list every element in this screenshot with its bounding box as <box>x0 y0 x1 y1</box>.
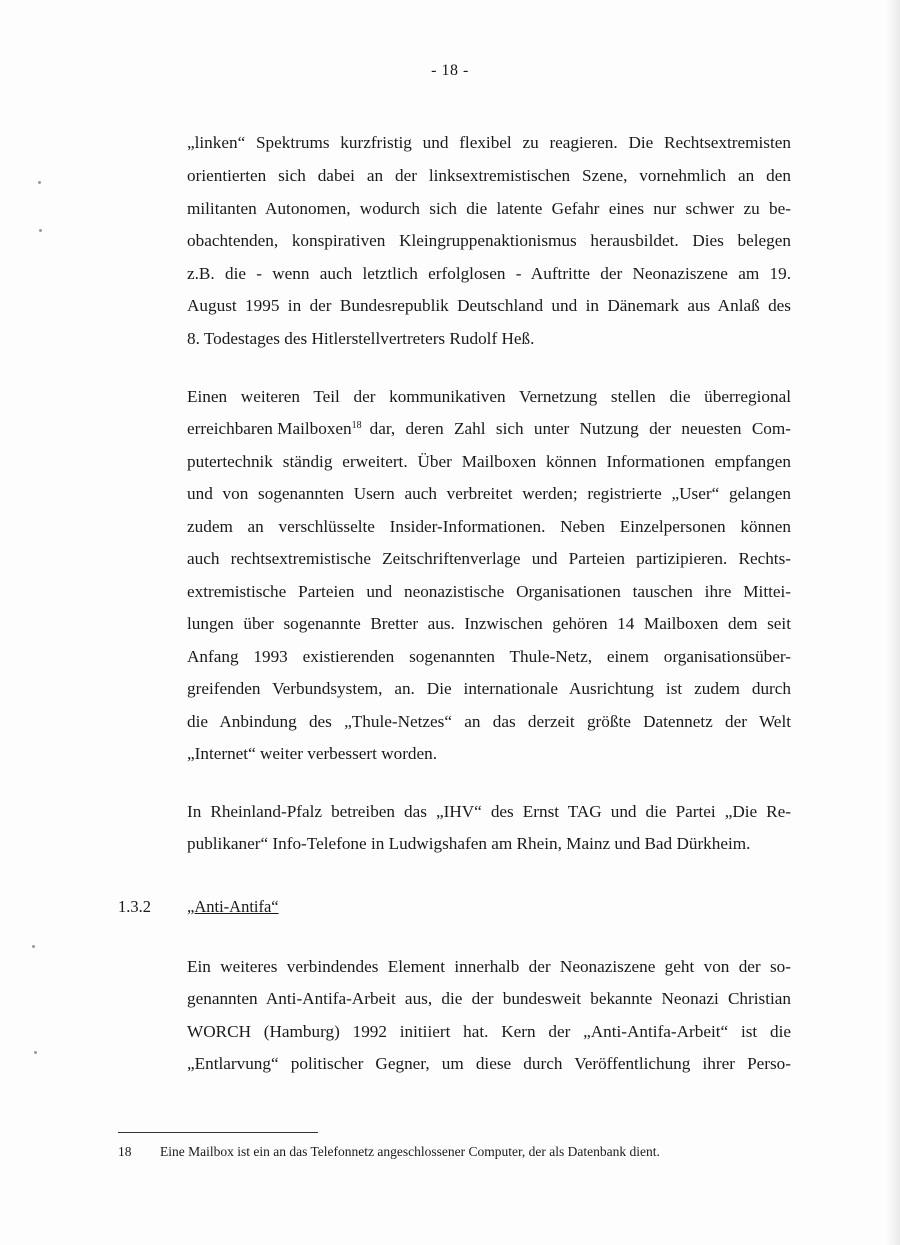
paragraph-line: obachtenden, konspirativen Kleingruppenaktionismus herausbildet. Dies belegen <box>187 231 791 250</box>
footnote-divider <box>118 1132 318 1133</box>
paragraph-line: „linken“ Spektrums kurzfristig und flexibel zu reagieren. Die Rechtsextremisten <box>187 133 791 152</box>
line-continuation: dar, deren Zahl sich unter Nutzung der neuesten Com- <box>369 419 791 438</box>
paragraph-line: militanten Autonomen, wodurch sich die latente Gefahr eines nur schwer zu be- <box>187 199 791 218</box>
paragraph-line: „Entlarvung“ politischer Gegner, um diese durch Veröffentlichung ihrer Perso- <box>187 1054 791 1073</box>
paragraph-line: August 1995 in der Bundesrepublik Deutschland und in Dänemark aus Anlaß des <box>187 296 791 315</box>
section-title: „Anti-Antifa“ <box>187 897 279 916</box>
paragraph-line: WORCH (Hamburg) 1992 initiiert hat. Kern der „Anti-Antifa-Arbeit“ ist die <box>187 1022 791 1041</box>
footnote-text: Eine Mailbox ist ein an das Telefonnetz angeschlossener Computer, der als Datenbank dient. <box>160 1144 660 1159</box>
scan-speck <box>34 1051 37 1054</box>
paragraph-line: Anfang 1993 existierenden sogenannten Thule-Netz, einem organisationsüber- <box>187 647 791 666</box>
paragraph-line: orientierten sich dabei an der linksextremistischen Szene, vornehmlich an den <box>187 166 791 185</box>
paragraph-line: 8. Todestages des Hitlerstellvertreters Rudolf Heß. <box>187 329 535 348</box>
page-number: - 18 - <box>431 62 469 79</box>
footnote-number: 18 <box>118 1144 132 1159</box>
section-number: 1.3.2 <box>118 897 151 916</box>
paragraph-line: Ein weiteres verbindendes Element innerhalb der Neonaziszene geht von der so- <box>187 957 791 976</box>
mailboxen-text: erreichbaren Mailboxen$^{18}$ <box>187 419 362 438</box>
scan-speck <box>32 945 35 948</box>
footnote-reference[interactable]: 18 <box>351 420 362 431</box>
paragraph-line: z.B. die - wenn auch letztlich erfolglosen - Auftritte der Neonaziszene am 19. <box>187 264 791 283</box>
scan-speck <box>38 181 41 184</box>
paragraph-line: zudem an verschlüsselte Insider-Informationen. Neben Einzelpersonen können <box>187 517 791 536</box>
paragraph-line: und von sogenannten Usern auch verbreitet werden; registrierte „User“ gelangen <box>187 484 791 503</box>
paragraph-line: putertechnik ständig erweitert. Über Mailboxen können Informationen empfangen <box>187 452 791 471</box>
paragraph-line: auch rechtsextremistische Zeitschriftenverlage und Parteien partizipieren. Rechts- <box>187 549 791 568</box>
paragraph-line: extremistische Parteien und neonazistische Organisationen tauschen ihre Mittei- <box>187 582 791 601</box>
paragraph-line: die Anbindung des „Thule-Netzes“ an das derzeit größte Datennetz der Welt <box>187 712 791 731</box>
paragraph-line: „Internet“ weiter verbessert worden. <box>187 744 438 763</box>
paragraph-line: Einen weiteren Teil der kommunikativen Vernetzung stellen die überregional <box>187 387 791 406</box>
scan-speck <box>39 229 42 232</box>
paragraph-line: publikaner“ Info-Telefone in Ludwigshafen am Rhein, Mainz und Bad Dürkheim. <box>187 834 751 853</box>
paragraph-line-with-footnote <box>187 419 791 439</box>
paragraph-line: In Rheinland-Pfalz betreiben das „IHV“ des Ernst TAG und die Partei „Die Re- <box>187 802 791 821</box>
paragraph-line: greifenden Verbundsystem, an. Die internationale Ausrichtung ist zudem durch <box>187 679 791 698</box>
paragraph-line: genannten Anti-Antifa-Arbeit aus, die der bundesweit bekannte Neonazi Christian <box>187 989 791 1008</box>
page-edge-shadow <box>886 0 900 1245</box>
paragraph-line: lungen über sogenannte Bretter aus. Inzwischen gehören 14 Mailboxen dem seit <box>187 614 791 633</box>
